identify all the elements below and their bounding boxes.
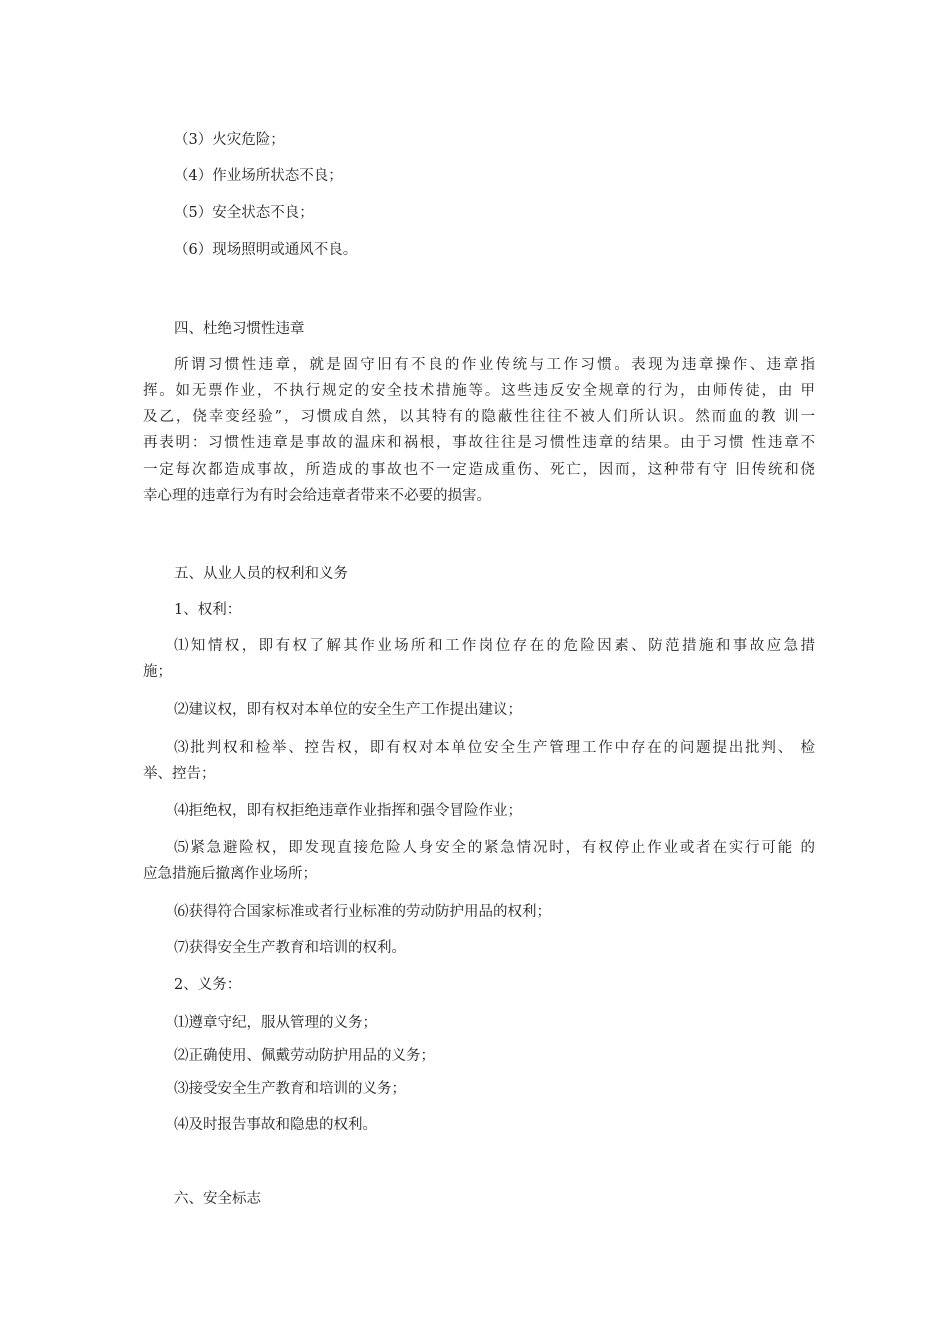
duty-item: ⑶接受安全生产教育和培训的义务； xyxy=(174,1081,406,1097)
section-heading: 六、安全标志 xyxy=(174,1191,261,1207)
right-item: ⑹获得符合国家标准或者行业标准的劳动防护用品的权利； xyxy=(174,904,551,920)
right-item: ⑺获得安全生产教育和培训的权利。 xyxy=(174,940,406,956)
paragraph-line: 所谓习惯性违章，就是固守旧有不良的作业传统与工作习惯。表现为违章操作、违章指 xyxy=(174,357,815,373)
paragraph-line: 幸心理的违章行为有时会给违章者带来不必要的损害。 xyxy=(143,488,491,504)
list-item: （4）作业场所状态不良； xyxy=(174,168,343,184)
subsection-title: 2、义务： xyxy=(174,977,242,993)
right-item: ⑵建议权，即有权对本单位的安全生产工作提出建议； xyxy=(174,702,522,718)
list-item: （5）安全状态不良； xyxy=(174,205,314,221)
right-item-continuation: 应急措施后撤离作业场所； xyxy=(143,866,317,882)
duty-item: ⑷及时报告事故和隐患的权利。 xyxy=(174,1117,377,1133)
right-item-continuation: 施； xyxy=(143,664,172,680)
list-item: （6）现场照明或通风不良。 xyxy=(174,242,358,258)
right-item: ⑸紧急避险权，即发现直接危险人身安全的紧急情况时，有权停止作业或者在实行可能 的 xyxy=(174,840,815,856)
duty-item: ⑵正确使用、佩戴劳动防护用品的义务； xyxy=(174,1048,435,1064)
right-item: ⑶批判权和检举、控告权，即有权对本单位安全生产管理工作中存在的问题提出批判、 检 xyxy=(174,740,815,756)
list-item: （3）火灾危险； xyxy=(174,132,285,148)
right-item-continuation: 举、控告； xyxy=(143,766,216,782)
right-item: ⑴知情权，即有权了解其作业场所和工作岗位存在的危险因素、防范措施和事故应急措 xyxy=(174,638,815,654)
right-item: ⑷拒绝权，即有权拒绝违章作业指挥和强令冒险作业； xyxy=(174,803,522,819)
paragraph-line: 一定每次都造成事故，所造成的事故也不一定造成重伤、死亡，因而，这种带有守 旧传统和侥 xyxy=(143,462,815,478)
section-heading: 四、杜绝习惯性违章 xyxy=(174,321,305,337)
section-heading: 五、从业人员的权利和义务 xyxy=(174,566,348,582)
subsection-title: 1、权利： xyxy=(174,602,242,618)
paragraph-line: 及乙，侥幸变经验”，习惯成自然，以其特有的隐蔽性往往不被人们所认识。然而血的教 训一 xyxy=(143,409,815,425)
paragraph-line: 再表明：习惯性违章是事故的温床和祸根，事故往往是习惯性违章的结果。由于习惯 性违章不 xyxy=(143,435,815,451)
duty-item: ⑴遵章守纪，服从管理的义务； xyxy=(174,1015,377,1031)
paragraph-line: 挥。如无票作业，不执行规定的安全技术措施等。这些违反安全规章的行为，由师传徒，由 甲 xyxy=(143,383,815,399)
